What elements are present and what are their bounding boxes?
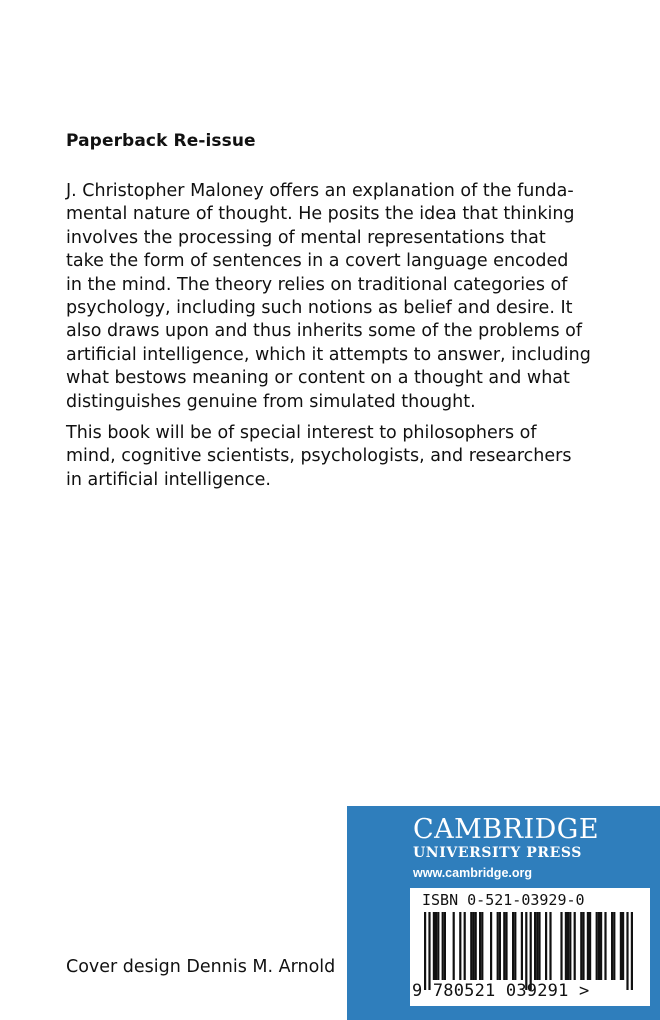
barcode-bar	[499, 912, 501, 980]
paragraph-line: in the mind. The theory relies on traditional categories of	[66, 274, 568, 295]
barcode-bar	[589, 912, 591, 980]
barcode-bar	[475, 912, 477, 980]
barcode-bar	[481, 912, 483, 980]
paragraph-line: in artificial intelligence.	[66, 469, 271, 490]
cover-design-credit: Cover design Dennis M. Arnold	[66, 957, 336, 977]
barcode-bar	[560, 912, 562, 980]
barcode-bar	[470, 912, 472, 980]
publisher-press: UNIVERSITY PRESS	[413, 845, 583, 861]
barcode-bar	[620, 912, 622, 980]
barcode-bar	[534, 912, 536, 980]
barcode-bar	[545, 912, 547, 980]
barcode-bar	[442, 912, 444, 980]
barcode-bar	[479, 912, 481, 980]
barcode-bar	[536, 912, 538, 980]
paragraph-line: mind, cognitive scientists, psychologists, and researchers	[66, 446, 572, 467]
paragraph-line: distinguishes genuine from simulated thought.	[66, 391, 476, 412]
ean-digits: 9 780521 039291 >	[412, 981, 590, 1001]
isbn-label: ISBN 0-521-03929-0	[422, 891, 585, 909]
barcode-bar	[444, 912, 446, 980]
description-paragraph-1	[66, 180, 626, 414]
barcode-bar	[565, 912, 567, 980]
barcode-bar	[464, 912, 466, 980]
barcode-bar	[631, 912, 633, 990]
barcode-bar	[587, 912, 589, 980]
barcode-bar	[497, 912, 499, 980]
barcode-bar	[505, 912, 507, 980]
barcode-bar	[580, 912, 582, 980]
paragraph-line: J. Christopher Maloney offers an explanation of the funda-	[66, 181, 574, 201]
publisher-name: CAMBRIDGE	[413, 814, 600, 845]
paragraph-line: involves the processing of mental representations that	[66, 227, 546, 248]
description-paragraph-2	[66, 422, 626, 492]
barcode-bar	[530, 912, 532, 990]
barcode-bar	[433, 912, 435, 980]
barcode-bar	[459, 912, 461, 980]
barcode-bar	[596, 912, 598, 980]
paragraph-line: mental nature of thought. He posits the idea that thinking	[66, 204, 575, 225]
paragraph-line: artificial intelligence, which it attempts to answer, including	[66, 344, 591, 365]
barcode-bar	[437, 912, 439, 980]
barcode-bar	[598, 912, 600, 980]
barcode-bar	[569, 912, 571, 980]
barcode-bar	[428, 912, 430, 990]
barcode-bar	[503, 912, 505, 980]
barcode-bar	[525, 912, 527, 990]
barcode-bar	[453, 912, 455, 980]
barcode-bar	[600, 912, 602, 980]
paragraph-line: This book will be of special interest to philosophers of	[66, 423, 537, 443]
heading: Paperback Re-issue	[66, 131, 256, 151]
barcode-bar	[424, 912, 426, 990]
barcode-bar	[472, 912, 474, 980]
paragraph-line: take the form of sentences in a covert language encoded	[66, 251, 569, 272]
barcode-bar	[490, 912, 492, 980]
barcode-bar	[512, 912, 514, 980]
barcode-bar	[613, 912, 615, 980]
paragraph-line: what bestows meaning or content on a thought and what	[66, 368, 570, 389]
barcode-bar	[622, 912, 624, 980]
publisher-panel	[347, 806, 660, 1020]
barcode-bar	[521, 912, 523, 980]
barcode-bar	[626, 912, 628, 990]
barcode-bar	[549, 912, 551, 980]
paragraph-line: psychology, including such notions as belief and desire. It	[66, 298, 573, 319]
barcode-bar	[604, 912, 606, 980]
barcode-bar	[514, 912, 516, 980]
barcode-bar	[574, 912, 576, 980]
barcode-bar	[538, 912, 540, 980]
barcode-bar	[582, 912, 584, 980]
paragraph-line: also draws upon and thus inherits some of the problems of	[66, 321, 583, 342]
barcode-bar	[567, 912, 569, 980]
barcode-bar	[611, 912, 613, 980]
barcode-box	[410, 888, 650, 1006]
publisher-url: www.cambridge.org	[413, 866, 533, 880]
barcode-bar	[435, 912, 437, 980]
